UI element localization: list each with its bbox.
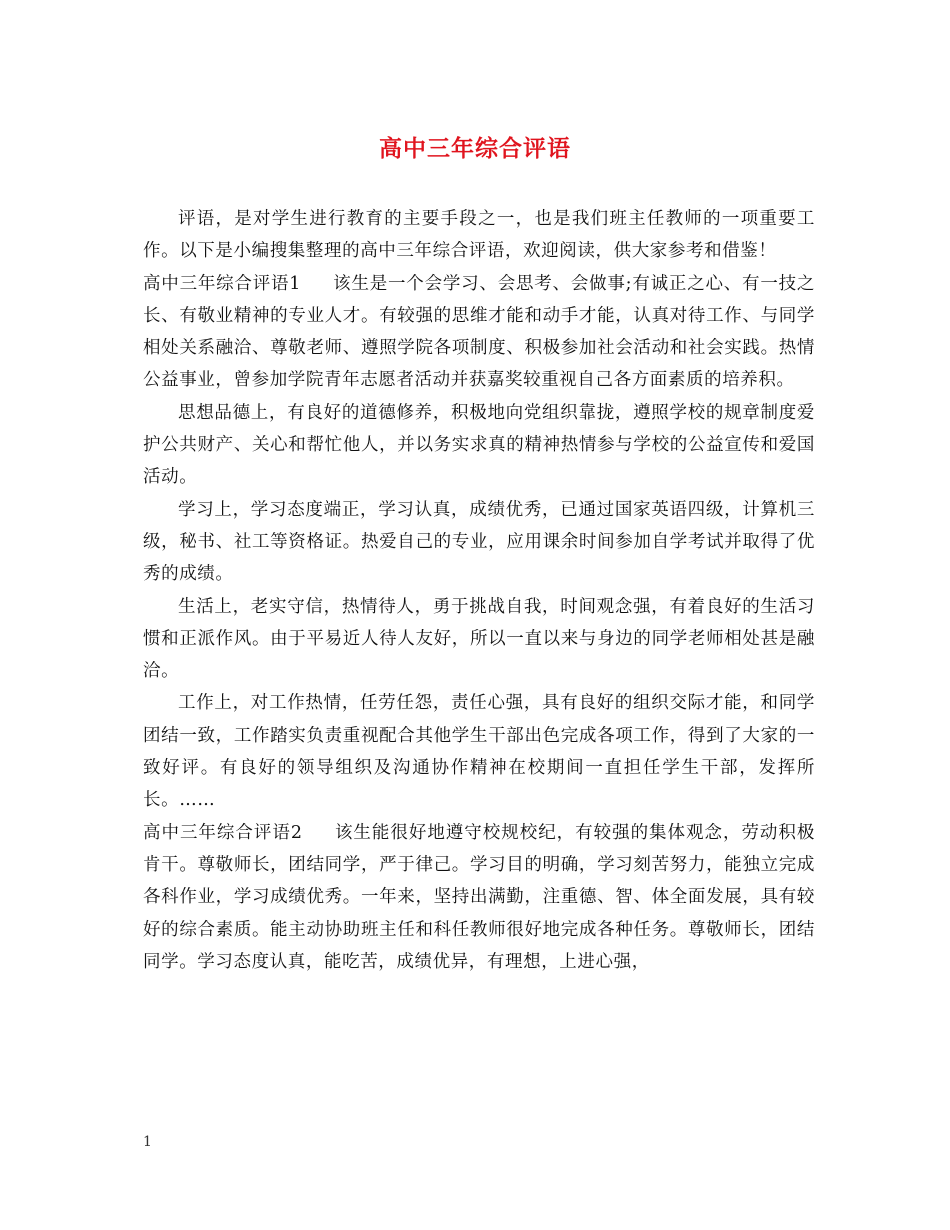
section-2-text: 该生能很好地遵守校规校纪，有较强的集体观念，劳动积极肯干。尊敬师长，团结同学，严于律己。学习目的明确，学习刻苦努力，能独立完成各科作业，学习成绩优秀。一年来，坚持出满勤，注重德、智、体全面发展，具有较好的综合素质。能主动协助班主任和科任教师很好地完成各种任务。尊敬师长，团结同学。学习态度认真，能吃苦，成绩优异，有理想，上进心强， (143, 822, 815, 972)
document-title: 高中三年综合评语 (379, 135, 571, 162)
work-paragraph: 工作上，对工作热情，任劳任怨，责任心强，具有良好的组织交际才能，和同学团结一致，工作踏实负责重视配合其他学生干部出色完成各项工作，得到了大家的一致好评。有良好的领导组织及沟通协作精神在校期间一直担任学生干部，发挥所长。…… (143, 693, 815, 811)
moral-paragraph: 思想品德上，有良好的道德修养，积极地向党组织靠拢，遵照学校的规章制度爱护公共财产、关心和帮忙他人，并以务实求真的精神热情参与学校的公益宣传和爱国活动。 (143, 402, 815, 488)
section-1-text: 该生是一个会学习、会思考、会做事;有诚正之心、有一技之长、有敬业精神的专业人才。有较强的思维才能和动手才能，认真对待工作、与同学相处关系融洽、尊敬老师、遵照学院各项制度、积极参加社会活动和社会实践。热情公益事业，曾参加学院青年志愿者活动并获嘉奖较重视自己各方面素质的培养积。 (143, 273, 815, 391)
life-paragraph: 生活上，老实守信，热情待人，勇于挑战自我，时间观念强，有着良好的生活习惯和正派作风。由于平易近人待人友好，所以一直以来与身边的同学老师相处甚是融洽。 (143, 596, 815, 682)
page-number: 1 (143, 1134, 152, 1150)
intro-paragraph: 评语，是对学生进行教育的主要手段之一，也是我们班主任教师的一项重要工作。以下是小编搜集整理的高中三年综合评语，欢迎阅读，供大家参考和借鉴！ (143, 209, 815, 262)
section-1-paragraph (143, 268, 815, 397)
section-2-paragraph (143, 817, 815, 978)
document-body (143, 203, 815, 978)
section-2-heading: 高中三年综合评语2 (143, 822, 303, 843)
study-paragraph: 学习上，学习态度端正，学习认真，成绩优秀，已通过国家英语四级，计算机三级，秘书、社工等资格证。热爱自己的专业，应用课余时间参加自学考试并取得了优秀的成绩。 (143, 499, 815, 585)
section-1-heading: 高中三年综合评语1 (143, 273, 301, 294)
